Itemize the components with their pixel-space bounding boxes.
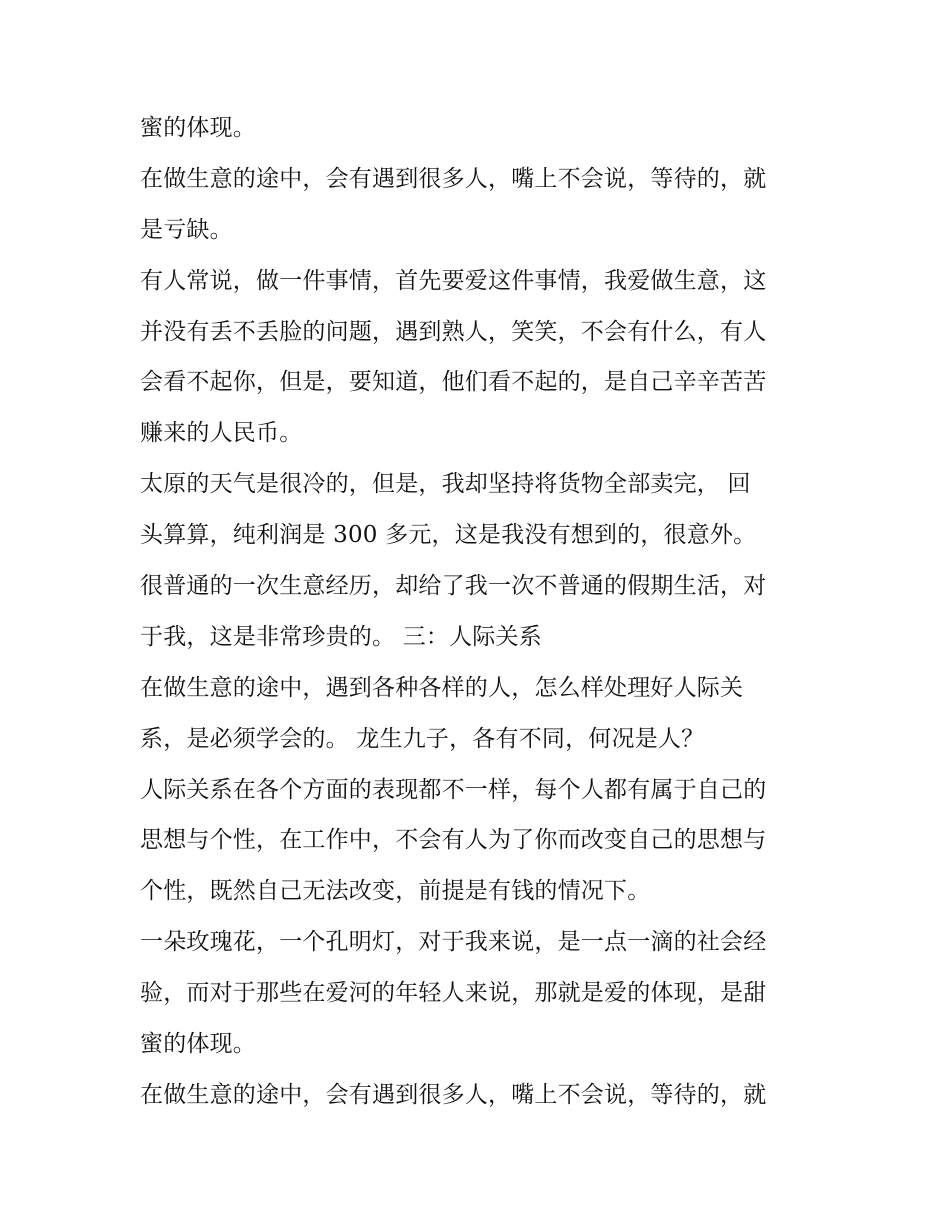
text-line: 在做生意的途中，会有遇到很多人，嘴上不会说，等待的，就 (140, 165, 767, 192)
text-line: 赚来的人民币。 (140, 420, 303, 447)
text-line: 一朵玫瑰花，一个孔明灯，对于我来说，是一点一滴的社会经 (140, 929, 767, 956)
text-line: 于我，这是非常珍贵的。 三：人际关系 (140, 623, 542, 650)
text-line: 在做生意的途中，遇到各种各样的人，怎么样处理好人际关 (140, 674, 744, 701)
text-line: 太原的天气是很冷的，但是，我却坚持将货物全部卖完， 回 (140, 471, 751, 498)
text-line: 蜜的体现。 (140, 1031, 256, 1058)
text-line: 系，是必须学会的。 龙生九子，各有不同，何况是人？ (140, 725, 705, 752)
text-line: 在做生意的途中，会有遇到很多人，嘴上不会说，等待的，就 (140, 1081, 767, 1108)
text-line: 人际关系在各个方面的表现都不一样，每个人都有属于自己的 (140, 776, 767, 803)
text-line: 并没有丢不丢脸的问题，遇到熟人，笑笑，不会有什么，有人 (140, 318, 767, 345)
text-line: 验，而对于那些在爱河的年轻人来说，那就是爱的体现，是甜 (140, 980, 767, 1007)
text-line: 蜜的体现。 (140, 115, 256, 141)
text-line: 很普通的一次生意经历，却给了我一次不普通的假期生活，对 (140, 573, 767, 600)
text-line: 是亏缺。 (140, 216, 233, 243)
text-line: 个性，既然自己无法改变，前提是有钱的情况下。 (140, 878, 651, 905)
text-line: 会看不起你，但是，要知道，他们看不起的，是自己辛辛苦苦 (140, 369, 767, 396)
document-body (140, 103, 812, 1121)
text-line: 有人常说，做一件事情，首先要爱这件事情，我爱做生意，这 (140, 267, 767, 294)
text-line: 思想与个性，在工作中，不会有人为了你而改变自己的思想与 (140, 827, 767, 854)
text-line: 头算算，纯利润是 300 多元，这是我没有想到的，很意外。 (140, 522, 757, 549)
